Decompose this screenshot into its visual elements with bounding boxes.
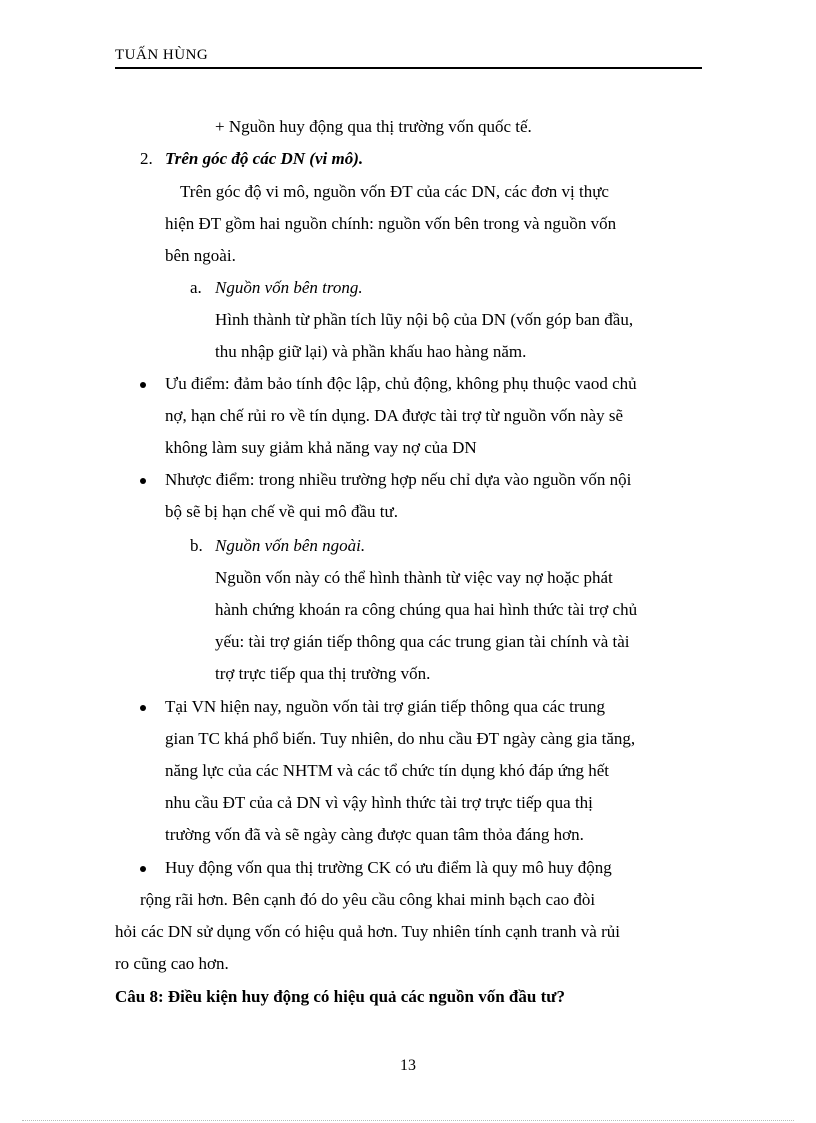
section-number: 2. <box>140 149 153 168</box>
list-item-line: gian TC khá phổ biến. Tuy nhiên, do nhu cầu ĐT ngày càng gia tăng, <box>165 729 636 748</box>
list-item-line: bộ sẽ bị hạn chế về qui mô đầu tư. <box>165 502 398 521</box>
list-item-line: nợ, hạn chế rủi ro về tín dụng. DA được tài trợ từ nguồn vốn này sẽ <box>165 406 624 425</box>
list-item-line: Nhược điểm: trong nhiều trường hợp nếu chỉ dựa vào nguồn vốn nội <box>165 470 632 489</box>
bullet-icon <box>140 478 146 484</box>
text-line: trợ trực tiếp qua thị trường vốn. <box>215 664 431 683</box>
text-line: bên ngoài. <box>165 246 236 265</box>
list-item-line: Ưu điểm: đảm bảo tính độc lập, chủ động, không phụ thuộc vaod chủ <box>165 374 637 393</box>
bullet-icon <box>140 705 146 711</box>
header-rule <box>115 67 702 69</box>
text-line: thu nhập giữ lại) và phần khấu hao hàng năm. <box>215 342 527 361</box>
list-item-line: hỏi các DN sử dụng vốn có hiệu quả hơn. Tuy nhiên tính cạnh tranh và rủi <box>115 922 620 941</box>
list-item-line: Tại VN hiện nay, nguồn vốn tài trợ gián tiếp thông qua các trung <box>165 697 606 716</box>
subsection-title: Nguồn vốn bên ngoài. <box>215 536 366 555</box>
list-item-line: ro cũng cao hơn. <box>115 954 229 973</box>
subsection-title: Nguồn vốn bên trong. <box>215 278 363 297</box>
text-line: Trên góc độ vi mô, nguồn vốn ĐT của các DN, các đơn vị thực <box>180 182 609 201</box>
list-item-line: không làm suy giảm khả năng vay nợ của DN <box>165 438 477 457</box>
text-line: hiện ĐT gồm hai nguồn chính: nguồn vốn bên trong và nguồn vốn <box>165 214 617 233</box>
subsection-number: a. <box>190 278 202 297</box>
text-line: Nguồn vốn này có thể hình thành từ việc vay nợ hoặc phát <box>215 568 613 587</box>
list-item-line: nhu cầu ĐT của cả DN vì vậy hình thức tài trợ trực tiếp qua thị <box>165 793 593 812</box>
footer-divider <box>22 1120 794 1121</box>
section-title: Trên góc độ các DN (vi mô). <box>165 149 364 168</box>
page-number: 13 <box>400 1057 416 1074</box>
list-item-line: Huy động vốn qua thị trường CK có ưu điểm là quy mô huy động <box>165 858 612 877</box>
text-line: hành chứng khoán ra công chúng qua hai hình thức tài trợ chủ <box>215 600 638 619</box>
text-line: Hình thành từ phần tích lũy nội bộ của DN (vốn góp ban đầu, <box>215 310 634 329</box>
question-heading: Câu 8: Điều kiện huy động có hiệu quả các nguồn vốn đầu tư? <box>115 987 565 1006</box>
list-item-line: rộng rãi hơn. Bên cạnh đó do yêu cầu công khai minh bạch cao đòi <box>140 890 596 909</box>
bullet-icon <box>140 866 146 872</box>
bullet-icon <box>140 382 146 388</box>
list-item-line: năng lực của các NHTM và các tổ chức tín dụng khó đáp ứng hết <box>165 761 609 780</box>
list-item-line: trường vốn đã và sẽ ngày càng được quan tâm thỏa đáng hơn. <box>165 825 584 844</box>
text-line: + Nguồn huy động qua thị trường vốn quốc tế. <box>215 117 532 136</box>
text-line: yếu: tài trợ gián tiếp thông qua các trung gian tài chính và tài <box>215 632 630 651</box>
header-title: TUẤN HÙNG <box>115 47 209 63</box>
subsection-number: b. <box>190 536 203 555</box>
